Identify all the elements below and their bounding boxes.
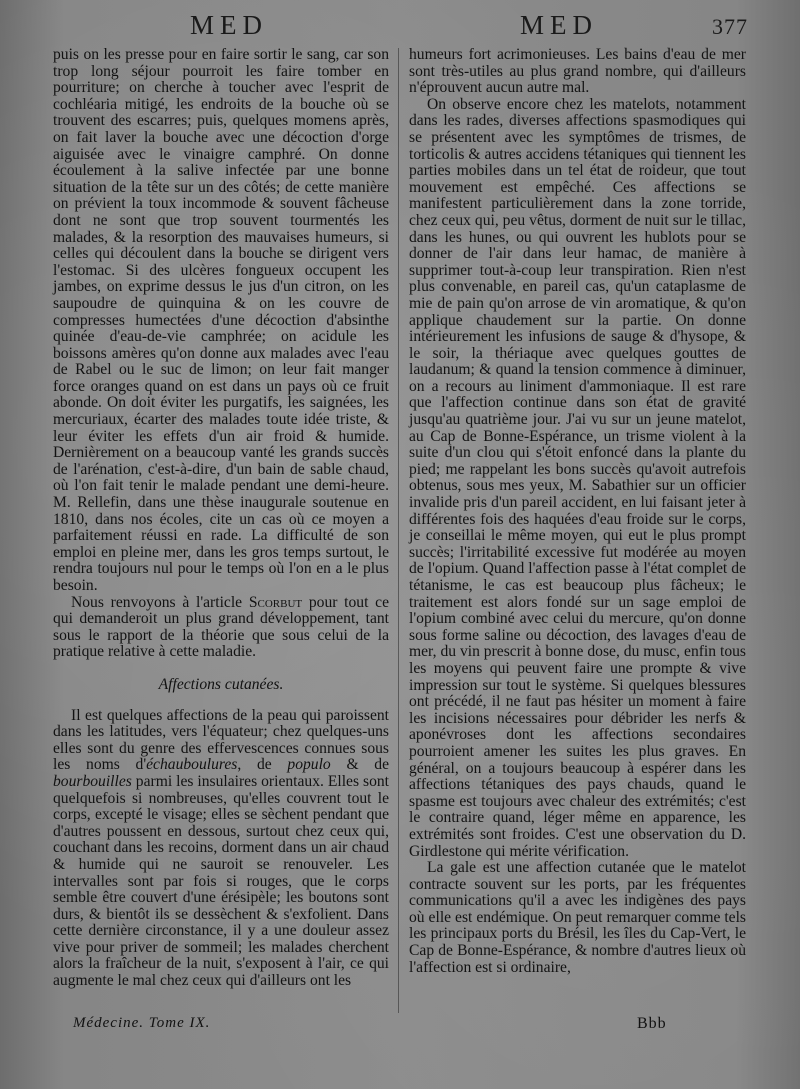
paragraph	[53, 708, 389, 990]
text-run: pour tout ce qui demanderoit un plus grand développement, tant sous le rapport de la théorie que sous celui de la pratique relative à cette maladie.	[53, 593, 389, 661]
column-rule	[398, 48, 399, 1013]
signature-letters: Bbb	[637, 1015, 667, 1032]
text-run: & de	[330, 756, 389, 774]
paragraph: puis on les presse pour en faire sortir le sang, car son trop long séjour pourroit les faire tomber en pourriture; on cherche à toucher avec l'esprit de cochléaria mitigé, les endroits de la bouche où se trouvent des escarres; puis, quelques momens après, on fait laver la bouche avec une décoction d'orge aiguisée avec le vinaigre camphré. On donne écoulement à la salive infectée par une bonne situation de la tête sur un des côtés; de cette manière on prévient la toux incommode & souvent fâcheuse dont ne sont que trop souvent tourmentés les malades, & la resorption des mauvaises humeurs, si celles qui découlent dans la bouche se dirigent vers l'estomac. Si des ulcères fongueux occupent les jambes, on exprime dessus le jus d'un citron, on les saupoudre de quinquina & on les couvre de compresses humectées d'une décoction d'absinthe quinée d'eau-de-vie camphrée; on acidule les boissons amères qu'on donne aux malades avec l'eau de Rabel ou le suc de limon; on leur fait manger force oranges quand on est dans un pays où ce fruit abonde. On doit éviter les purgatifs, les saignées, les mercuriaux, écarter des malades toute idée triste, & leur éviter les effets d'un air froid & humide. Dernièrement on a beaucoup vanté les grands succès de l'arénation, c'est-à-dire, d'un bain de sable chaud, où l'on fait tenir le malade pendant une demi-heure. M. Rellefin, dans une thèse inaugurale soutenue en 1810, dans nos écoles, cite un cas où ce moyen a parfaitement réussi en rade. La difficulté de son emploi en pleine mer, dans les gros temps surtout, le rendra toujours nul pour le temps où l'on en a le plus besoin.	[53, 46, 389, 594]
text-run: Nous renvoyons à l'article	[71, 593, 249, 611]
signature-mark: Médecine. Tome IX.	[73, 1015, 211, 1031]
left-column	[53, 47, 389, 990]
paragraph-renvoi	[53, 595, 389, 661]
text-run: parmi les insulaires orientaux. Elles sont quelquefois si nombreuses, qu'elles couvrent tout le corps, excepté le visage; elles se sèchent pendant que d'autres poussent en dessous, surtout chez ceux qui, couchant dans les recoins, dorment dans un air chaud & humide qui ne sauroit se renouveler. Les intervalles sont par fois si rouges, que le corps semble être couvert d'une érésipèle; les boutons sont durs, & bientôt ils se dessèchent & s'exfolient. Dans cette dernière circonstance, il y a une douleur assez vive pour priver de sommeil; les malades cherchent alors la fraîcheur de la nuit, s'exposent à l'air, ce qui augmente le mal chez ceux qui d'ailleurs ont les	[53, 772, 389, 990]
italic-term: bourbouilles	[53, 772, 132, 790]
page-number: 377	[712, 14, 748, 39]
paragraph: On observe encore chez les matelots, notamment dans les rades, diverses affections spasmodiques qui se présentent avec les symptômes de trismes, de torticolis & autres accidens tétaniques qui tiennent les parties mobiles dans un tel état de roideur, que tout mouvement est empêché. Ces affections se manifestent particulièrement dans la zone torride, chez ceux qui, peu vêtus, dorment de nuit sur le tillac, dans les hunes, ou qui ouvrent les hublots pour se donner de l'air dans leur hamac, de manière à supprimer tout-à-coup leur transpiration. Rien n'est plus convenable, en pareil cas, qu'un cataplasme de mie de pain qu'on arrose de vin aromatique, & qu'on applique chaudement sur la partie. On donne intérieurement les infusions de sauge & d'hysope, & le soir, la thériaque avec quelques gouttes de laudanum; & quand la tension commence à diminuer, on a recours au liniment d'ammoniaque. Il est rare que l'affection continue dans son état de gravité jusqu'au quatrième jour. J'ai vu sur un jeune matelot, au Cap de Bonne-Espérance, un trisme violent à la suite d'un clou qui s'étoit enfoncé dans la plante du pied; me rappelant les bons succès qu'avoit autrefois obtenus, sous mes yeux, M. Sabathier sur un officier invalide pris d'un pareil accident, en lui faisant jeter à différentes fois des haquées d'eau froide sur le corps, je conseillai le même moyen, qui eut le plus prompt succès; l'irritabilité excessive fut modérée au moyen de l'opium. Quand l'affection passe à l'état complet de tétanisme, le cas est beaucoup plus fâcheux; le traitement est alors fondé sur un sage emploi de l'opium combiné avec celui du mercure, qu'on donne sous forme saline ou décoction, des lavages d'eau de mer, du vin prescrit à bonne dose, du musc, enfin tous les moyens qui peuvent faire une prompte & vive impression sur tout le système. Si quelques blessures ont précédé, il ne faut pas hésiter un moment à faire les incisions nécessaires pour débrider les nerfs & aponévroses dont les affections secondaires pourroient amener les suites les plus graves. En général, on a toujours beaucoup à espérer dans les affections tétaniques des pays chauds, quand le spasme est toujours avec chaleur des extrémités; c'est le contraire quand, léger même en apparence, les extrémités sont froides. C'est une observation du D. Girdlestone qui mérite vérification.	[409, 95, 746, 860]
right-column	[409, 47, 746, 976]
text-run: , de	[237, 756, 288, 774]
text-run: Il est quelques affections de la peau qui paroissent dans les latitudes, vers l'équateur; chez quelques-uns elles sont du genre des effervescences connues sous les noms d'	[53, 706, 389, 774]
running-head-right: MED	[520, 10, 598, 40]
italic-term: populo	[287, 756, 331, 774]
paragraph: La gale est une affection cutanée que le matelot contracte souvent sur les ports, par les fréquentes communications qu'il a avec les indigènes des pays où elle est endémique. On peut remarquer comme tels les principaux ports du Brésil, les îles du Cap-Vert, le Cap de Bonne-Espérance, & nombre d'autres lieux où l'affection est si ordinaire,	[409, 859, 746, 976]
cross-reference: Scorbut	[248, 593, 303, 611]
italic-term: échauboulures	[146, 756, 238, 774]
running-head-left: MED	[190, 10, 268, 40]
section-title: Affections cutanées.	[158, 675, 284, 693]
paragraph: humeurs fort acrimonieuses. Les bains d'eau de mer sont très-utiles au plus grand nombre, qui d'ailleurs n'éprouvent aucun autre mal.	[409, 46, 746, 97]
